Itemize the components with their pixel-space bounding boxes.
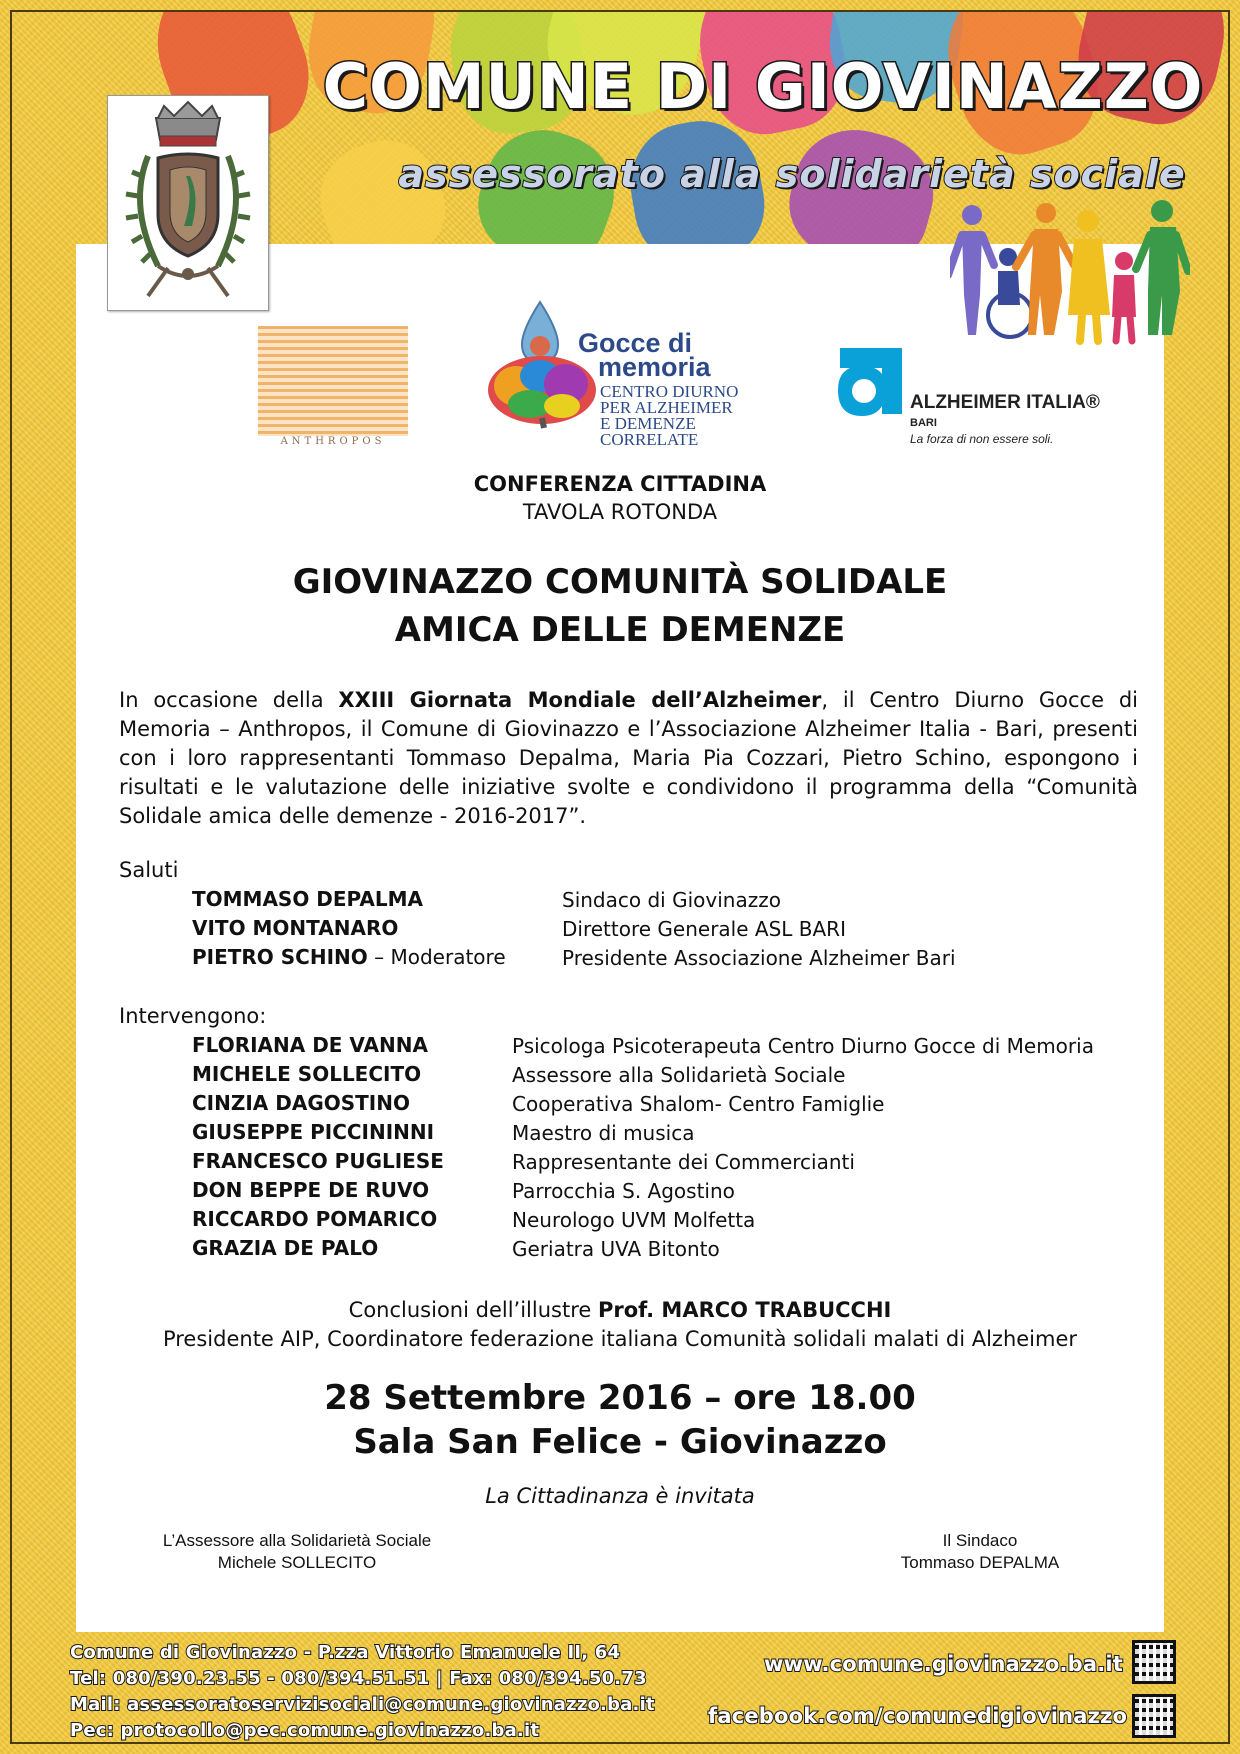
- speaker-name: [192, 1120, 434, 1144]
- footer-website-link[interactable]: www.comune.giovinazzo.ba.it: [764, 1652, 1124, 1676]
- gocce-subtitle-line: CORRELATE: [600, 430, 699, 449]
- event-venue: Sala San Felice - Giovinazzo: [353, 1422, 887, 1462]
- conclusions-line: [0, 1298, 1240, 1322]
- conclusions-speaker: Prof. MARCO TRABUCCHI: [597, 1298, 892, 1322]
- saluti-role: Sindaco di Giovinazzo: [562, 888, 781, 912]
- speaker-name: [192, 1178, 429, 1202]
- saluti-label: Saluti: [119, 858, 179, 882]
- intro-text: In occasione della: [119, 688, 339, 712]
- speaker-role: Neurologo UVM Molfetta: [512, 1208, 756, 1232]
- event-date: 28 Settembre 2016 – ore 18.00: [324, 1378, 916, 1418]
- interventi-label: Intervengono:: [119, 1004, 267, 1028]
- alzheimer-a-icon: [832, 344, 908, 420]
- footer-address: Comune di Giovinazzo - P.zza Vittorio Emanuele II, 64: [70, 1642, 621, 1663]
- event-type: CONFERENZA CITTADINA: [473, 472, 767, 496]
- speaker-name: [192, 1033, 428, 1057]
- anthropos-logo: [258, 326, 408, 446]
- intro-paragraph: [119, 686, 1138, 831]
- saluti-name: [192, 887, 423, 911]
- speaker-role: Parrocchia S. Agostino: [512, 1179, 735, 1203]
- invitation-note: La Cittadinanza è invitata: [485, 1484, 755, 1508]
- alzheimer-italia-name: ALZHEIMER ITALIA®: [910, 392, 1100, 413]
- intro-text: , il Centro Diurno Gocce di Memoria – Anthropos, il Comune di Giovinazzo e l’Associazione Alzheimer Italia - Bari, presenti con i loro rappresentanti Tommaso Depalma, Maria Pia Cozzari, Pietro Schino, espongono i risultati e le valutazione delle iniziative svolte e condividono il programma della “Comunità Solidale amica delle demenze - 2016-2017”.: [119, 688, 1138, 828]
- brain-drop-icon: [482, 300, 602, 430]
- speaker-name: TOMMASO DEPALMA: [192, 887, 423, 911]
- signature-right: [870, 1530, 1090, 1574]
- footer-phones: Tel: 080/390.23.55 - 080/394.51.51 | Fax: 080/394.50.73: [70, 1668, 647, 1689]
- speaker-name-text: GRAZIA DE PALO: [192, 1236, 379, 1260]
- speaker-name: PIETRO SCHINO: [192, 945, 368, 969]
- speaker-name: [192, 1149, 444, 1173]
- speaker-name-text: FRANCESCO PUGLIESE: [192, 1149, 444, 1173]
- speaker-name: [192, 1091, 410, 1115]
- anthropos-stripes: [258, 326, 408, 436]
- alzheimer-italia-logo: [832, 344, 1132, 454]
- gocce-subtitle: [600, 384, 738, 448]
- conclusions-role: Presidente AIP, Coordinatore federazione italiana Comunità solidali malati di Alzheimer: [162, 1327, 1078, 1351]
- footer-email-link[interactable]: Mail: assessoratoservizisociali@comune.giovinazzo.ba.it: [70, 1694, 655, 1715]
- signature-role: Il Sindaco: [942, 1531, 1018, 1550]
- speaker-role: Maestro di musica: [512, 1121, 695, 1145]
- intro-bold-text: XXIII Giornata Mondiale dell’Alzheimer: [338, 688, 822, 712]
- speaker-name: VITO MONTANARO: [192, 916, 399, 940]
- anthropos-caption: ANTHROPOS: [280, 436, 386, 447]
- gocce-subtitle-line: CENTRO DIURNO: [600, 382, 739, 401]
- gocce-title-line1: Gocce di: [578, 328, 693, 358]
- speaker-role: Assessore alla Solidarietà Sociale: [512, 1063, 846, 1087]
- gocce-di-memoria-logo: [482, 300, 782, 460]
- speaker-name-text: FLORIANA DE VANNA: [192, 1033, 428, 1057]
- alzheimer-italia-city: BARI: [910, 417, 937, 429]
- speaker-suffix: – Moderatore: [367, 945, 506, 969]
- gocce-subtitle-line: E DEMENZE: [600, 414, 696, 433]
- event-subtype: TAVOLA ROTONDA: [522, 500, 718, 524]
- speaker-name-text: DON BEPPE DE RUVO: [192, 1178, 430, 1202]
- coat-of-arms-icon: [108, 96, 268, 310]
- footer-pec-link[interactable]: Pec: protocollo@pec.comune.giovinazzo.ba.it: [70, 1720, 540, 1741]
- qr-code-icon[interactable]: [1132, 1694, 1176, 1738]
- signature-name: Tommaso DEPALMA: [900, 1553, 1060, 1572]
- conclusions-prefix: Conclusioni dell’illustre: [348, 1298, 598, 1322]
- footer-facebook-link[interactable]: facebook.com/comunedigiovinazzo: [708, 1704, 1128, 1728]
- speaker-role: Cooperativa Shalom- Centro Famiglie: [512, 1092, 885, 1116]
- saluti-role: Direttore Generale ASL BARI: [562, 917, 846, 941]
- event-title-line1: GIOVINAZZO COMUNITÀ SOLIDALE: [292, 562, 948, 602]
- speaker-name-text: RICCARDO POMARICO: [192, 1207, 438, 1231]
- gocce-subtitle-line: PER ALZHEIMER: [600, 398, 733, 417]
- saluti-name: [192, 916, 398, 940]
- speaker-role: Geriatra UVA Bitonto: [512, 1237, 720, 1261]
- coat-of-arms-logo: [107, 95, 269, 311]
- speaker-name: [192, 1207, 437, 1231]
- partner-logos: [0, 300, 1240, 460]
- gocce-title-line2: memoria: [598, 352, 711, 382]
- signature-role: L’Assessore alla Solidarietà Sociale: [162, 1531, 432, 1550]
- speaker-name-text: CINZIA DAGOSTINO: [192, 1091, 410, 1115]
- event-title-line2: AMICA DELLE DEMENZE: [394, 610, 846, 650]
- speaker-name: [192, 1236, 378, 1260]
- saluti-name: [192, 945, 506, 969]
- signature-name: Michele SOLLECITO: [217, 1553, 377, 1572]
- header-subtitle: assessorato alla solidarietà sociale: [398, 152, 1186, 196]
- speaker-name-text: MICHELE SOLLECITO: [192, 1062, 422, 1086]
- qr-code-icon[interactable]: [1132, 1640, 1176, 1684]
- speaker-name: [192, 1062, 421, 1086]
- alzheimer-italia-tagline: La forza di non essere soli.: [910, 432, 1054, 446]
- header-title: COMUNE DI GIOVINAZZO: [322, 50, 1204, 123]
- speaker-role: Psicologa Psicoterapeuta Centro Diurno Gocce di Memoria: [512, 1034, 1094, 1058]
- saluti-role: Presidente Associazione Alzheimer Bari: [562, 946, 956, 970]
- signature-left: [142, 1530, 452, 1574]
- speaker-role: Rappresentante dei Commercianti: [512, 1150, 855, 1174]
- speaker-name-text: GIUSEPPE PICCININNI: [192, 1120, 435, 1144]
- footer-contacts: [12, 1632, 1228, 1742]
